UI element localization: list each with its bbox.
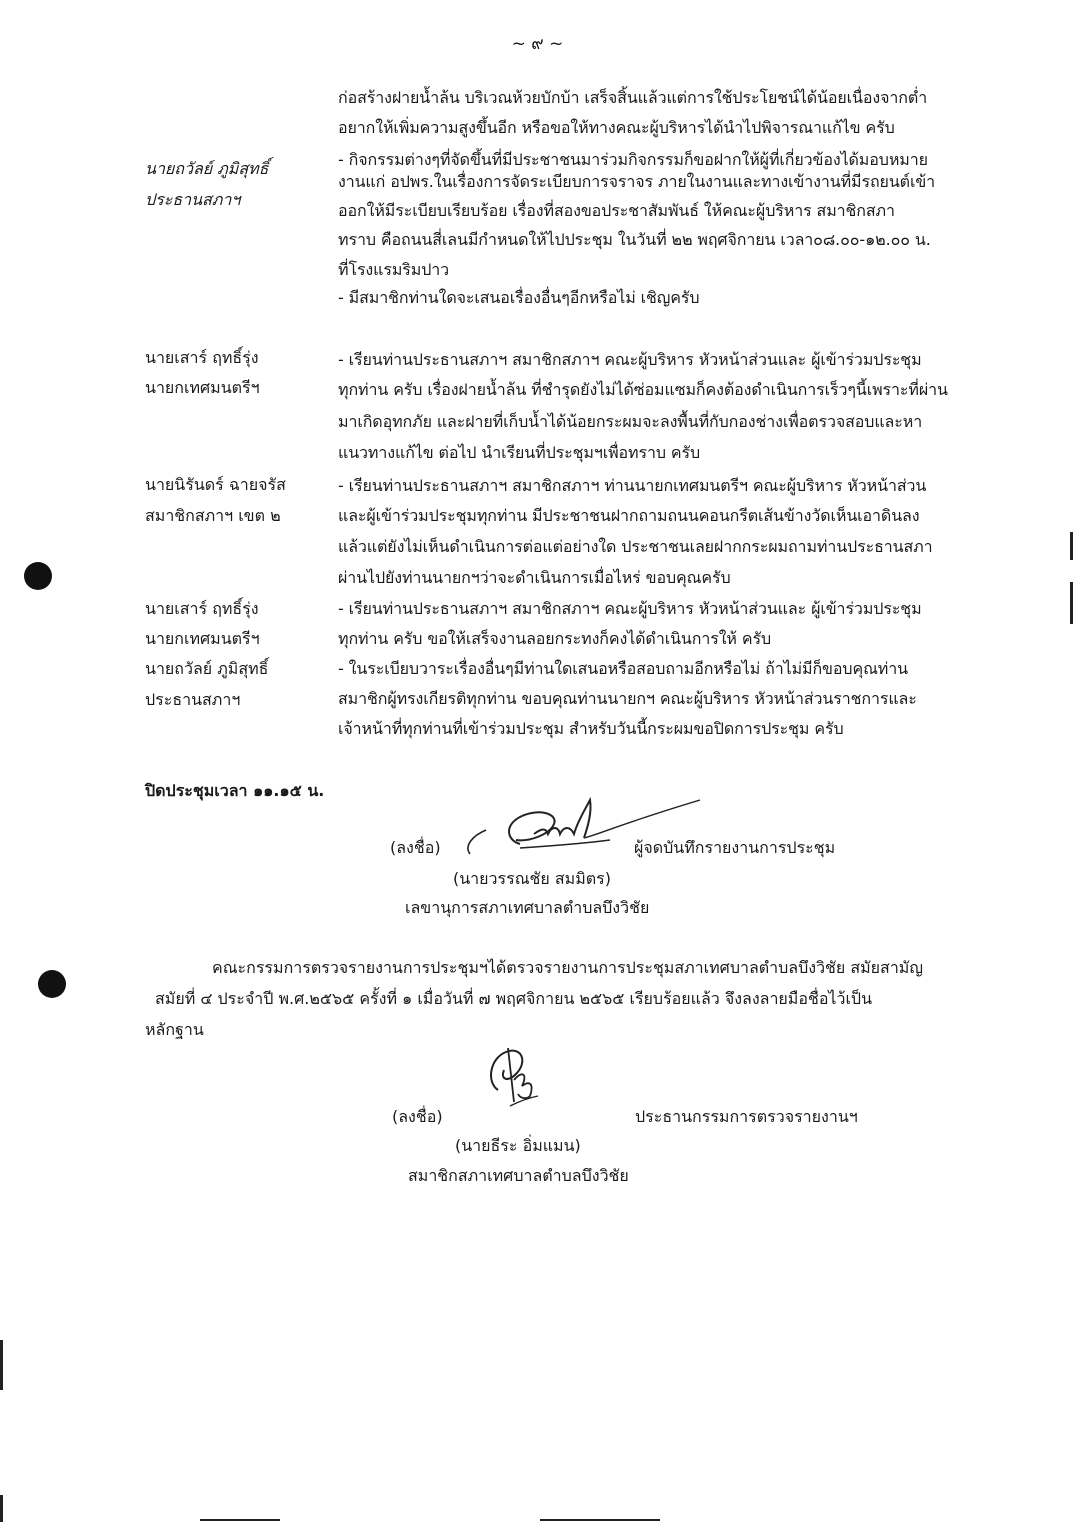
body-line: งานแก่ อปพร.ในเรื่องการจัดระเบียบการจราจร ภายในงานและทางเข้างานที่มีรถยนต์เข้า: [338, 172, 936, 191]
committee-signature: [478, 1040, 548, 1110]
speaker-name: นายนิรันดร์ ฉายจรัส: [145, 475, 286, 494]
punch-hole: [24, 562, 52, 590]
speaker-role: สมาชิกสภาฯ เขต ๒: [145, 506, 281, 525]
page-number: ~ ๙ ~: [511, 34, 564, 54]
speaker-name: นายถวัลย์ ภูมิสุทธิ์: [145, 159, 269, 178]
body-line: - มีสมาชิกท่านใดจะเสนอเรื่องอื่นๆอีกหรือไม่ เชิญครับ: [338, 288, 700, 307]
committee-line: สมัยที่ ๔ ประจำปี พ.ศ.๒๕๖๕ ครั้งที่ ๑ เมื่อวันที่ ๗ พฤศจิกายน ๒๕๖๕ เรียบร้อยแล้ว จึงลงลายมือชื่อไว้เป็น: [155, 989, 873, 1008]
body-line: - เรียนท่านประธานสภาฯ สมาชิกสภาฯ คณะผู้บริหาร หัวหน้าส่วนและ ผู้เข้าร่วมประชุม: [338, 350, 922, 369]
speaker-name: นายเสาร์ ฤทธิ์รุ่ง: [145, 348, 259, 367]
body-line: - เรียนท่านประธานสภาฯ สมาชิกสภาฯ คณะผู้บริหาร หัวหน้าส่วนและ ผู้เข้าร่วมประชุม: [338, 599, 922, 618]
body-line: มาเกิดอุทกภัย และฝายที่เก็บน้ำได้น้อยกระผมจะลงพื้นที่กับกองช่างเพื่อตรวจสอบและหา: [338, 412, 923, 431]
body-line: ผ่านไปยังท่านนายกฯว่าจะดำเนินการเมื่อไหร่ ขอบคุณครับ: [338, 568, 731, 587]
body-line: แนวทางแก้ไข ต่อไป นำเรียนที่ประชุมฯเพื่อทราบ ครับ: [338, 443, 701, 462]
body-line: สมาชิกผู้ทรงเกียรติทุกท่าน ขอบคุณท่านนายกฯ คณะผู้บริหาร หัวหน้าส่วนราชการและ: [338, 689, 917, 708]
body-line: ก่อสร้างฝายน้ำล้น บริเวณห้วยบักบ้า เสร็จสิ้นแล้วแต่การใช้ประโยชน์ได้น้อยเนื่องจากต่ำ: [338, 88, 928, 107]
scan-edge-mark: [1070, 582, 1073, 624]
scan-edge-mark: [0, 1495, 3, 1522]
committee-title: ประธานกรรมการตรวจรายงานฯ: [635, 1107, 858, 1126]
scan-edge-mark: [200, 1519, 280, 1521]
speaker-role: นายกเทศมนตรีฯ: [145, 378, 260, 397]
scan-edge-mark: [540, 1519, 660, 1521]
speaker-role: ประธานสภาฯ: [145, 190, 241, 209]
speaker-role: นายกเทศมนตรีฯ: [145, 629, 260, 648]
scan-edge-mark: [0, 1340, 3, 1390]
recorder-title: ผู้จดบันทึกรายงานการประชุม: [634, 838, 836, 857]
body-line: แล้วแต่ยังไม่เห็นดำเนินการต่อแต่อย่างใด ประชาชนเลยฝากกระผมถามท่านประธานสภา: [338, 537, 933, 556]
committee-line: หลักฐาน: [145, 1020, 204, 1039]
recorder-sign-label: (ลงชื่อ): [390, 838, 441, 857]
speaker-name: นายถวัลย์ ภูมิสุทธิ์: [145, 659, 269, 678]
body-line: ทุกท่าน ครับ ขอให้เสร็จงานลอยกระทงก็คงได้ดำเนินการให้ ครับ: [338, 629, 772, 648]
body-line: - กิจกรรมต่างๆที่จัดขึ้นที่มีประชาชนมาร่วมกิจกรรมก็ขอฝากให้ผู้ที่เกี่ยวข้องได้มอบหมาย: [338, 150, 928, 169]
committee-line: คณะกรรมการตรวจรายงานการประชุมฯได้ตรวจรายงานการประชุมสภาเทศบาลตำบลบึงวิชัย สมัยสามัญ: [212, 958, 923, 977]
speaker-role: ประธานสภาฯ: [145, 690, 241, 709]
body-line: ทราบ คือถนนสี่เลนมีกำหนดให้ไปประชุม ในวันที่ ๒๒ พฤศจิกายน เวลา๐๘.๐๐-๑๒.๐๐ น.: [338, 230, 931, 249]
speaker-name: นายเสาร์ ฤทธิ์รุ่ง: [145, 599, 259, 618]
closing-time: ปิดประชุมเวลา ๑๑.๑๕ น.: [145, 781, 325, 800]
committee-name: (นายธีระ อิ่มแมน): [455, 1136, 581, 1155]
committee-sign-label: (ลงชื่อ): [392, 1107, 443, 1126]
body-line: ออกให้มีระเบียบเรียบร้อย เรื่องที่สองขอประชาสัมพันธ์ ให้คณะผู้บริหาร สมาชิกสภา: [338, 201, 895, 220]
committee-position: สมาชิกสภาเทศบาลตำบลบึงวิชัย: [408, 1166, 629, 1185]
scan-edge-mark: [1070, 532, 1073, 560]
body-line: เจ้าหน้าที่ทุกท่านที่เข้าร่วมประชุม สำหรับวันนี้กระผมขอปิดการประชุม ครับ: [338, 719, 844, 738]
recorder-name: (นายวรรณชัย สมมิตร): [453, 869, 611, 888]
body-line: ทุกท่าน ครับ เรื่องฝายน้ำล้น ที่ชำรุดยังไม่ได้ซ่อมแซมก็คงต้องดำเนินการเร็วๆนี้เพราะที่ผ่าน: [338, 380, 948, 399]
punch-hole: [38, 970, 66, 998]
body-line: ที่โรงแรมริมปาว: [338, 260, 450, 279]
body-line: - เรียนท่านประธานสภาฯ สมาชิกสภาฯ ท่านนายกเทศมนตรีฯ คณะผู้บริหาร หัวหน้าส่วน: [338, 476, 927, 495]
body-line: - ในระเบียบวาระเรื่องอื่นๆมีท่านใดเสนอหรือสอบถามอีกหรือไม่ ถ้าไม่มีก็ขอบคุณท่าน: [338, 659, 908, 678]
body-line: และผู้เข้าร่วมประชุมทุกท่าน มีประชาชนฝากถามถนนคอนกรีตเส้นข้างวัดเห็นเอาดินลง: [338, 506, 920, 525]
body-line: อยากให้เพิ่มความสูงขึ้นอีก หรือขอให้ทางคณะผู้บริหารได้นำไปพิจารณาแก้ไข ครับ: [338, 118, 895, 137]
recorder-position: เลขานุการสภาเทศบาลตำบลบึงวิชัย: [405, 898, 650, 917]
